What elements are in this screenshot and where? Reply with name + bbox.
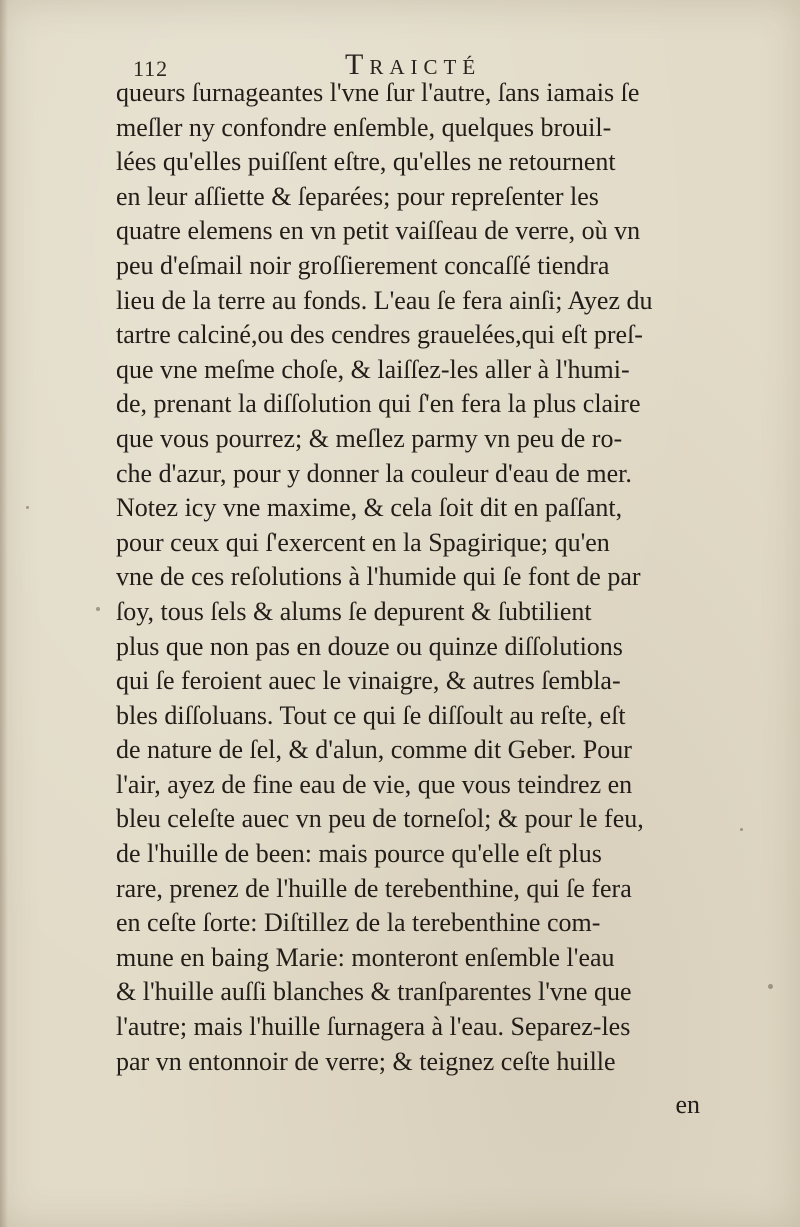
text-line: peu d'eſmail noir groſſierement concaſſé tiendra bbox=[116, 250, 610, 280]
page-number: 112 bbox=[133, 56, 169, 81]
text-line: queurs ſurnageantes l'vne ſur l'autre, ſans iamais ſe bbox=[116, 78, 640, 107]
text-line: que vous pourrez; & meſlez parmy vn peu de ro- bbox=[116, 423, 623, 453]
text-line: rare, prenez de l'huille de terebenthine, qui ſe fera bbox=[116, 873, 632, 903]
text-line: mune en baing Marie: monteront enſemble l'eau bbox=[116, 942, 615, 972]
text-line: pour ceux qui ſ'exercent en la Spagirique; qu'en bbox=[116, 527, 610, 557]
text-line: & l'huille auſſi blanches & tranſparentes l'vne que bbox=[116, 977, 632, 1007]
text-line: l'autre; mais l'huille ſurnagera à l'eau. Separez-les bbox=[116, 1012, 631, 1042]
paper-speck bbox=[26, 506, 29, 509]
text-line: en ceſte ſorte: Diſtillez de la terebenthine com- bbox=[116, 908, 601, 938]
text-line: bleu celeſte auec vn peu de torneſol; & pour le feu, bbox=[116, 804, 644, 834]
text-line: vne de ces reſolutions à l'humide qui ſe font de par bbox=[116, 562, 641, 592]
page-edge-shadow bbox=[0, 0, 8, 1227]
text-line: lées qu'elles puiſſent eſtre, qu'elles ne retournent bbox=[116, 147, 616, 177]
text-line: meſler ny confondre enſemble, quelques brouil- bbox=[116, 112, 612, 142]
text-line: par vn entonnoir de verre; & teignez ceſte huille bbox=[116, 1046, 616, 1076]
text-line: lieu de la terre au fonds. L'eau ſe fera ainſi; Ayez du bbox=[116, 285, 653, 315]
catchword: en bbox=[675, 1090, 700, 1119]
text-line: qui ſe feroient auec le vinaigre, & autres ſembla- bbox=[116, 666, 621, 696]
running-head: Traicté bbox=[345, 48, 482, 81]
text-line: che d'azur, pour y donner la couleur d'eau de mer. bbox=[116, 458, 632, 488]
text-line: ſoy, tous ſels & alums ſe depurent & ſubtilient bbox=[116, 596, 592, 626]
text-line: de l'huille de been: mais pource qu'elle eſt plus bbox=[116, 839, 602, 869]
paper-speck bbox=[96, 607, 100, 611]
text-line: tartre calciné,ou des cendres grauelées,qui eſt preſ- bbox=[116, 320, 643, 350]
text-line: de nature de ſel, & d'alun, comme dit Geber. Pour bbox=[116, 735, 632, 765]
text-line: en leur aſſiette & ſeparées; pour repreſenter les bbox=[116, 181, 599, 211]
text-line: plus que non pas en douze ou quinze diſſolutions bbox=[116, 631, 623, 661]
paper-speck bbox=[740, 828, 743, 831]
text-line: bles diſſoluans. Tout ce qui ſe diſſoult au reſte, eſt bbox=[116, 700, 626, 730]
paper-speck bbox=[768, 984, 773, 989]
text-line: quatre elemens en vn petit vaiſſeau de verre, où vn bbox=[116, 216, 641, 246]
text-line: Notez icy vne maxime, & cela ſoit dit en paſſant, bbox=[116, 493, 623, 523]
text-line: de, prenant la diſſolution qui ſ'en fera la plus claire bbox=[116, 389, 641, 419]
text-line: l'air, ayez de fine eau de vie, que vous teindrez en bbox=[116, 769, 633, 799]
text-block bbox=[116, 76, 736, 1079]
text-line: que vne meſme choſe, & laiſſez-les aller à l'humi- bbox=[116, 354, 630, 384]
